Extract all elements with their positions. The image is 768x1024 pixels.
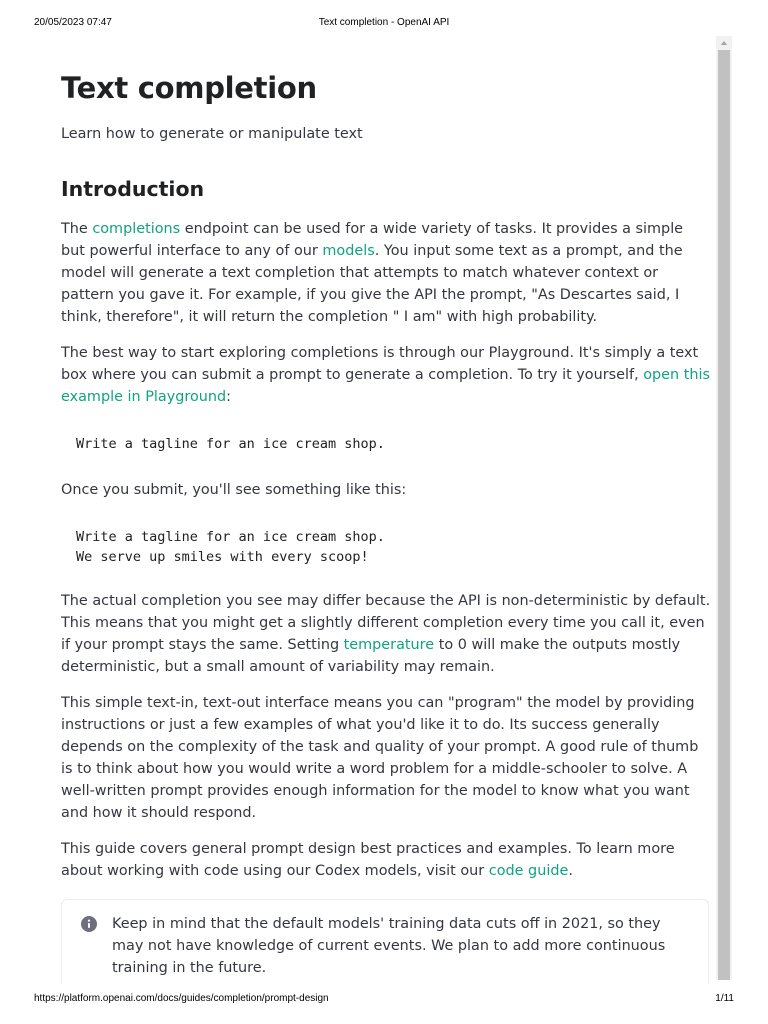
print-footer xyxy=(34,993,734,1007)
temperature-link[interactable]: temperature xyxy=(343,637,435,653)
code-block-completion: Write a tagline for an ice cream shop. We serve up smiles with every scoop! xyxy=(76,529,385,565)
playground-example-link[interactable]: open this example in Playground xyxy=(61,367,710,405)
guide-paragraph: This guide covers general prompt design best practices and examples. To learn more about working with code using our Codex models, visit our code guide. xyxy=(61,841,675,879)
models-link[interactable]: models xyxy=(322,243,375,259)
print-page-number: 1/11 xyxy=(715,993,734,1004)
intro-paragraph: The completions endpoint can be used for a wide variety of tasks. It provides a simple but powerful interface to any of our models. You input some text as a prompt, and the model will generate a text completion that attempts to match whatever context or pattern you gave it. For example, if you give the API the prompt, "As Descartes said, I think, therefore", it will return the completion " I am" with high probability. xyxy=(61,221,684,325)
completions-link[interactable]: completions xyxy=(92,221,181,237)
print-header xyxy=(34,17,734,31)
playground-paragraph: The best way to start exploring completions is through our Playground. It's simply a text box where you can submit a prompt to generate a completion. To try it yourself, open this example in Playground: xyxy=(61,345,710,405)
code-block-prompt: Write a tagline for an ice cream shop. xyxy=(76,436,385,452)
nondeterminism-paragraph: The actual completion you see may differ because the API is non-deterministic by default. This means that you might get a slightly different completion every time you call it, even if your prompt stays the same. Setting temperature to 0 will make the outputs mostly deterministic, but a small amount of variability may remain. xyxy=(61,593,711,675)
scrollbar[interactable] xyxy=(716,36,732,980)
page-subtitle: Learn how to generate or manipulate text xyxy=(61,126,363,142)
text-in-text-out-paragraph: This simple text-in, text-out interface means you can "program" the model by providing instructions or just a few examples of what you'd like it to do. Its success generally depends on the complexity of the task and quality of your prompt. A good rule of thumb is to think about how you would write a word problem for a middle-schooler to solve. A well-written prompt provides enough information for the model to know what you want and how it should respond. xyxy=(61,695,699,821)
submit-paragraph: Once you submit, you'll see something like this: xyxy=(61,482,407,498)
print-date: 20/05/2023 07:47 xyxy=(34,17,112,28)
scrollbar-thumb[interactable] xyxy=(718,50,730,980)
article xyxy=(61,66,711,882)
code-guide-link[interactable]: code guide xyxy=(488,863,569,879)
section-heading-introduction: Introduction xyxy=(61,177,205,201)
info-callout xyxy=(61,899,709,984)
print-page-title: Text completion - OpenAI API xyxy=(318,17,450,28)
info-icon xyxy=(81,916,97,932)
callout-text: Keep in mind that the default models' training data cuts off in 2021, so they may not have knowledge of current events. We plan to add more continuous training in the future. xyxy=(112,916,666,976)
page-title: Text completion xyxy=(61,71,317,105)
print-url: https://platform.openai.com/docs/guides/completion/prompt-design xyxy=(34,993,329,1004)
scroll-up-arrow-icon[interactable] xyxy=(716,36,732,50)
